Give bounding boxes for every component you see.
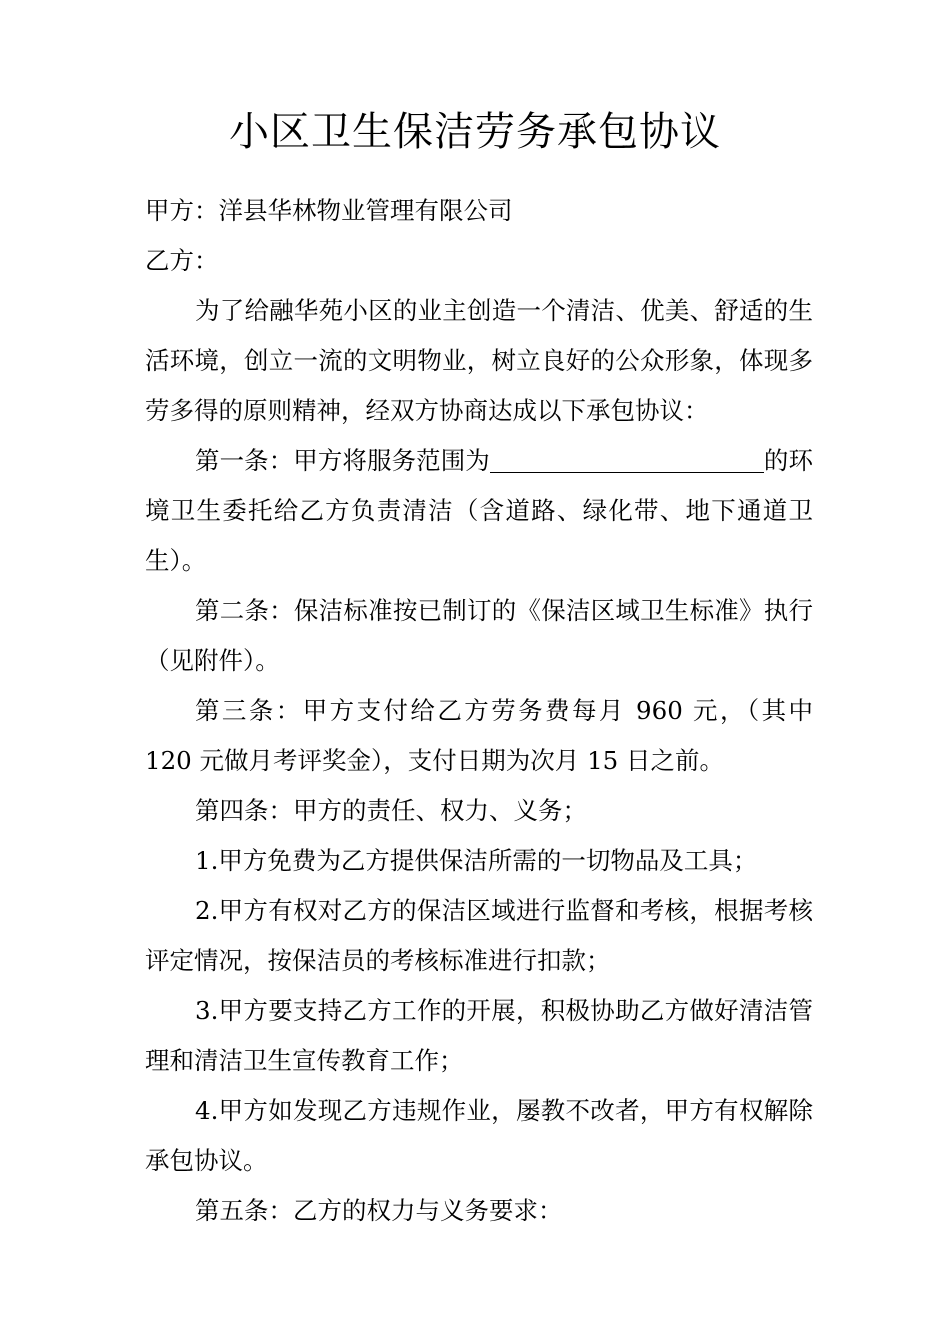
- article-4-item-3: 3.甲方要支持乙方工作的开展，积极协助乙方做好清洁管理和清洁卫生宣传教育工作；: [145, 996, 813, 1075]
- article-1: [145, 436, 813, 586]
- article-3: 第三条：甲方支付给乙方劳务费每月 960 元，（其中 120 元做月考评奖金），支付日期为次月 15 日之前。: [145, 696, 813, 775]
- article-1-rest: 的环境卫生委托给乙方负责清洁（含道路、绿化带、地下通道卫生）。: [145, 446, 814, 575]
- document-title: 小区卫生保洁劳务承包协议: [229, 109, 721, 155]
- article-1-lead: 第一条：甲方将服务范围为: [195, 446, 490, 475]
- article-4-item-2: 2.甲方有权对乙方的保洁区域进行监督和考核，根据考核评定情况，按保洁员的考核标准进行扣款；: [145, 896, 813, 975]
- party-b-line: 乙方：: [145, 246, 219, 275]
- article-4: 第四条：甲方的责任、权力、义务；: [195, 796, 587, 825]
- article-5: 第五条：乙方的权力与义务要求：: [195, 1196, 563, 1225]
- article-4-item-4: 4.甲方如发现乙方违规作业，屡教不改者，甲方有权解除承包协议。: [145, 1096, 813, 1175]
- article-4-item-1: 1.甲方免费为乙方提供保洁所需的一切物品及工具；: [195, 846, 758, 875]
- document-body: [145, 186, 813, 1236]
- party-a-line: 甲方：洋县华林物业管理有限公司: [145, 196, 513, 225]
- article-2: 第二条：保洁标准按已制订的《保洁区域卫生标准》执行（见附件）。: [145, 596, 813, 675]
- service-scope-blank: [490, 446, 764, 473]
- intro-paragraph: 为了给融华苑小区的业主创造一个清洁、优美、舒适的生活环境，创立一流的文明物业，树立良好的公众形象，体现多劳多得的原则精神，经双方协商达成以下承包协议：: [145, 296, 813, 425]
